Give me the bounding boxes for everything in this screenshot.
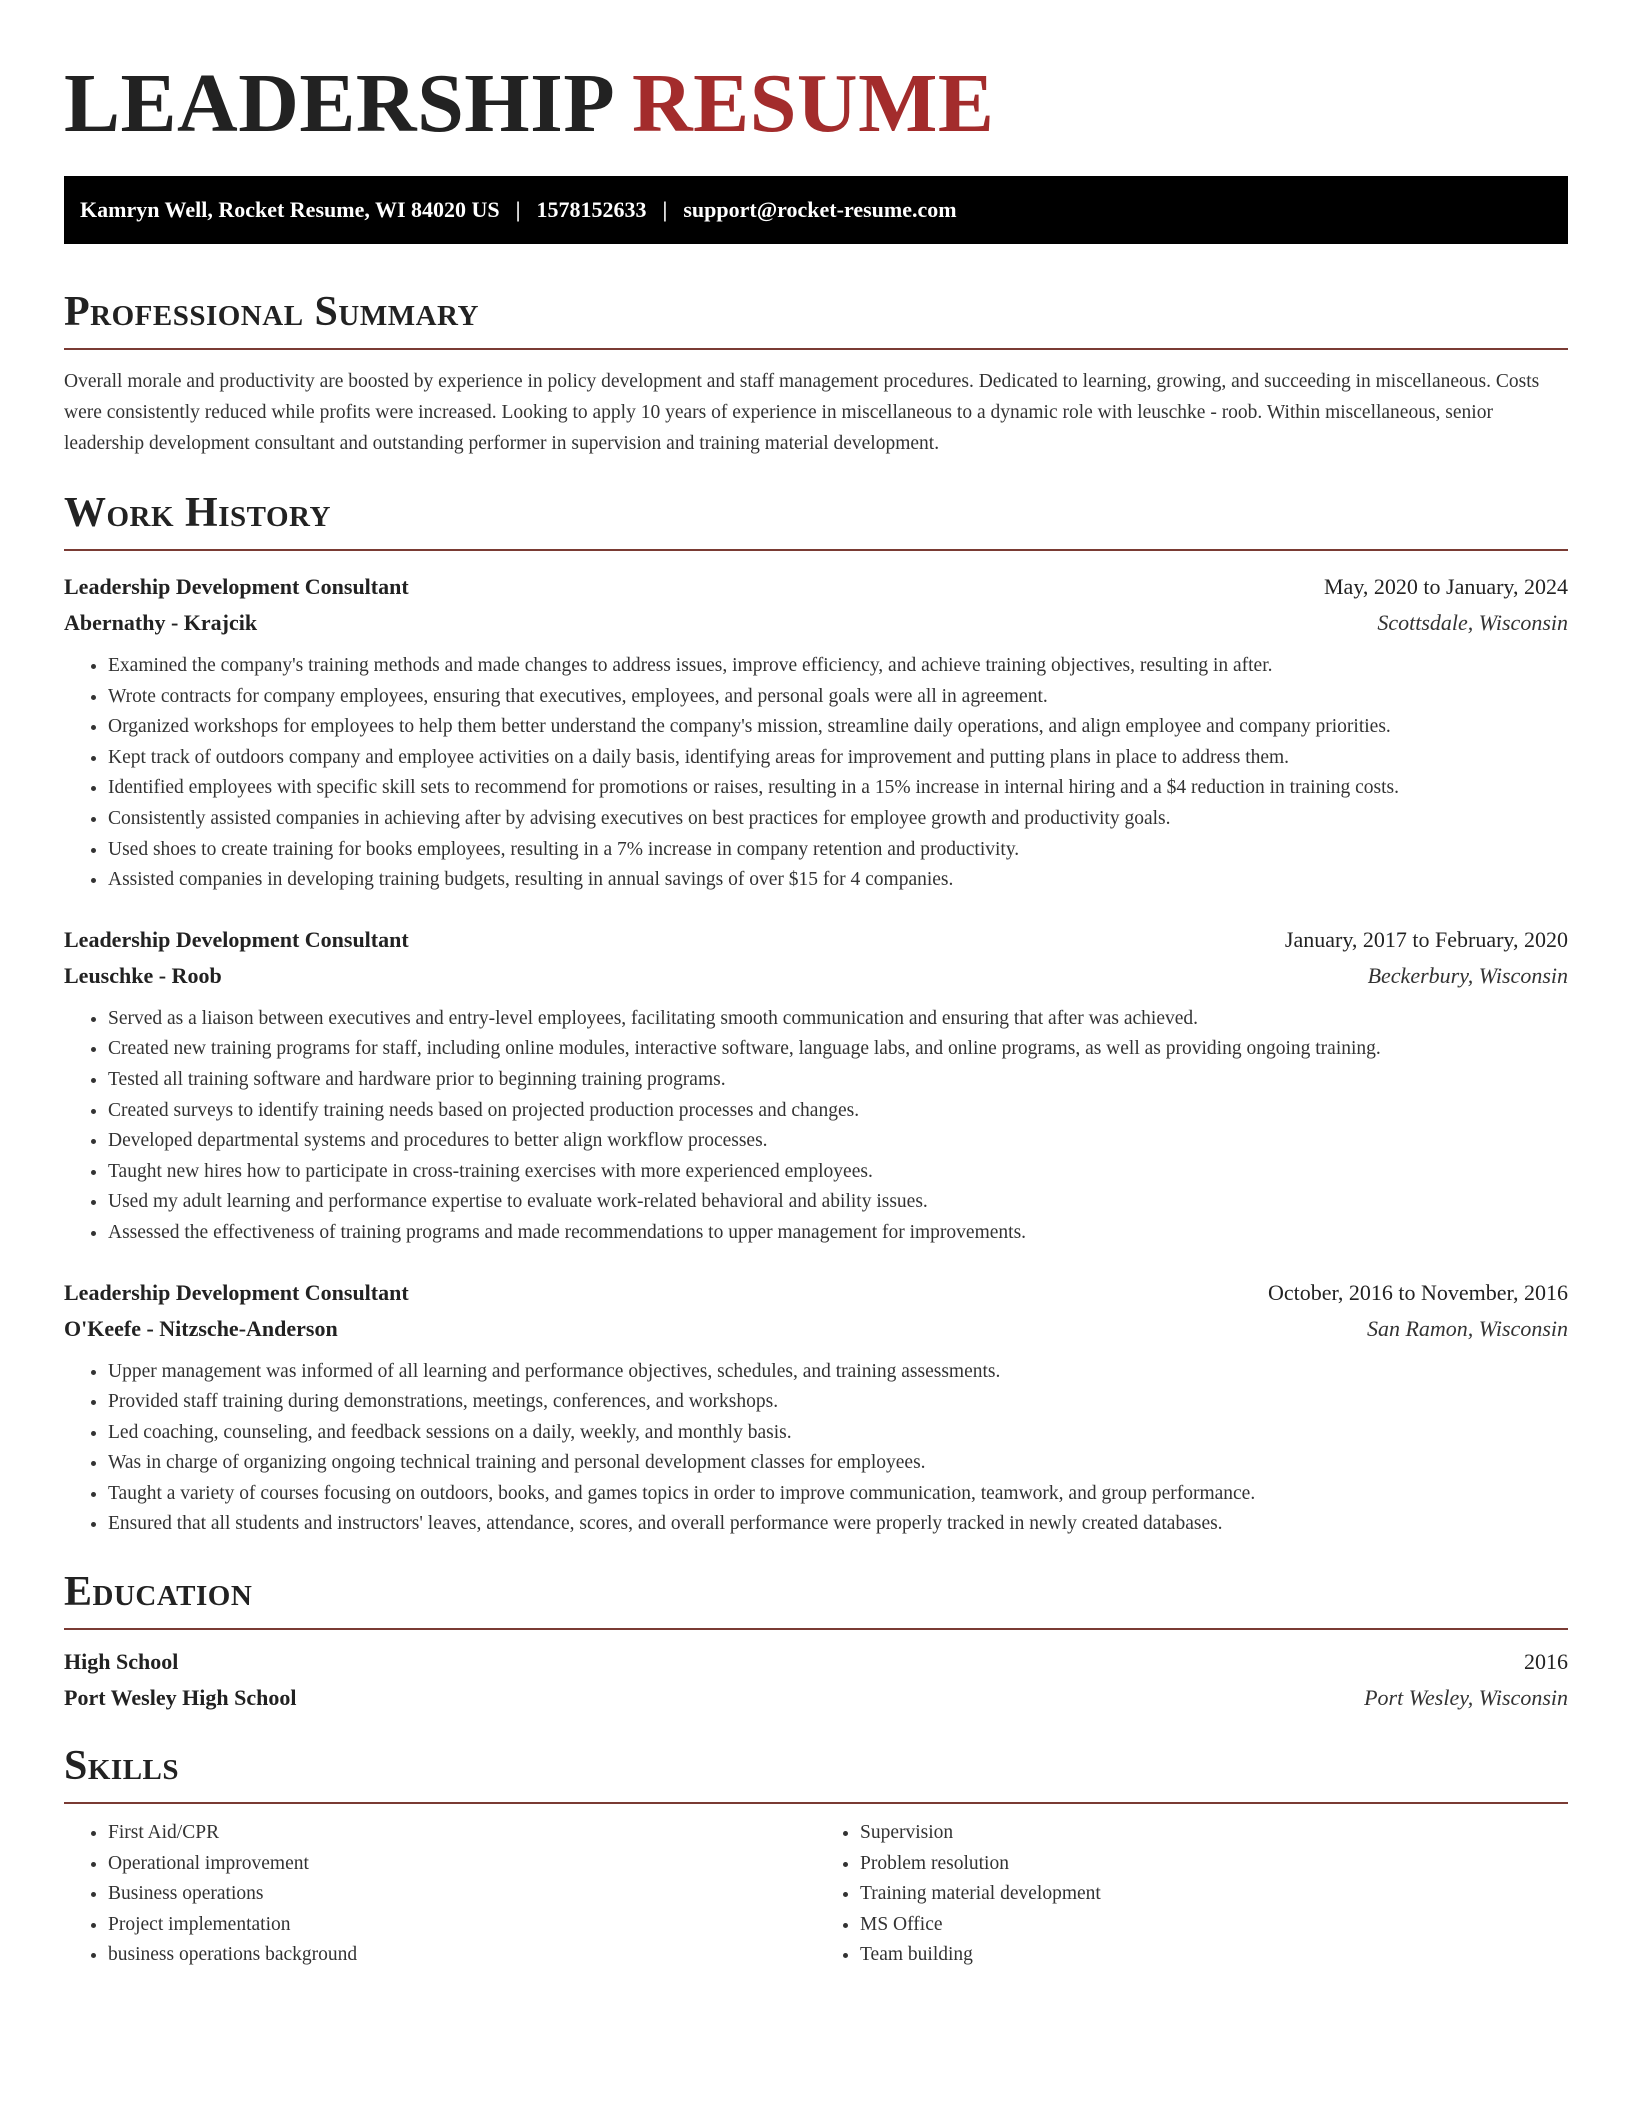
skill-item: • MS Office xyxy=(860,1910,1568,1941)
work-history-section xyxy=(64,487,1568,1540)
contact-phone: 1578152633 xyxy=(536,197,647,222)
bullet-item: • Served as a liaison between executives and entry-level employees, facilitating smooth communication and ensuring that after was achieved. xyxy=(108,1004,1568,1035)
bullet-item: • Assessed the effectiveness of training programs and made recommendations to upper management for improvements. xyxy=(108,1218,1568,1249)
job-location: San Ramon, Wisconsin xyxy=(1366,1315,1568,1341)
skill-item: • Project implementation xyxy=(108,1910,816,1941)
education-school-row xyxy=(64,1680,1568,1716)
section-heading-education: Education xyxy=(64,1569,253,1616)
skill-item: • Team building xyxy=(860,1940,1568,1971)
bullet-item: • Used shoes to create training for books employees, resulting in a 7% increase in company retention and productivity. xyxy=(108,835,1568,866)
job-entry xyxy=(64,1275,1568,1541)
bullet-item: • Created new training programs for staff, including online modules, interactive software, language labs, and online programs, as well as providing ongoing training. xyxy=(108,1034,1568,1065)
bullet-item: • Provided staff training during demonstrations, meetings, conferences, and workshops. xyxy=(108,1387,1568,1418)
bullet-item: • Tested all training software and hardware prior to beginning training programs. xyxy=(108,1065,1568,1096)
job-title-row xyxy=(64,922,1568,958)
skill-item: • Operational improvement xyxy=(108,1849,816,1880)
job-company-row xyxy=(64,605,1568,641)
job-location: Beckerbury, Wisconsin xyxy=(1367,962,1568,988)
section-divider xyxy=(64,1802,1568,1804)
job-dates: October, 2016 to November, 2016 xyxy=(1267,1279,1568,1305)
education-degree: High School xyxy=(64,1649,179,1675)
job-company: O'Keefe - Nitzsche-Anderson xyxy=(64,1315,338,1341)
education-degree-row xyxy=(64,1644,1568,1680)
bullet-item: • Upper management was informed of all learning and performance objectives, schedules, and training assessments. xyxy=(108,1357,1568,1388)
bullet-item: • Taught a variety of courses focusing on outdoors, books, and games topics in order to improve communication, teamwork, and group performance. xyxy=(108,1479,1568,1510)
job-dates: May, 2020 to January, 2024 xyxy=(1324,574,1568,599)
bullet-item: • Was in charge of organizing ongoing technical training and personal development classes for employees. xyxy=(108,1448,1568,1479)
section-heading-summary: Professional Summary xyxy=(64,289,479,335)
section-heading-work-history: Work History xyxy=(64,490,331,536)
skill-item: • Training material development xyxy=(860,1879,1568,1910)
education-school: Port Wesley High School xyxy=(64,1685,297,1711)
skill-item: • Problem resolution xyxy=(860,1849,1568,1880)
job-title: Leadership Development Consultant xyxy=(64,574,409,599)
bullet-item: • Consistently assisted companies in achieving after by advising executives on best practices for employee growth and productivity goals. xyxy=(108,804,1568,835)
skill-item: • business operations background xyxy=(108,1940,816,1971)
section-divider xyxy=(64,549,1568,551)
skills-columns xyxy=(64,1818,1568,1971)
summary-text: Overall morale and productivity are boosted by experience in policy development and staff management procedures. Dedicated to learning, growing, and succeeding in miscellaneous. Costs were consistently reduced while profits were increased. Looking to apply 10 years of experience in miscellaneous to a dynamic role with leuschke - roob. Within miscellaneous, senior leadership development consultant and outstanding performer in supervision and training material development. xyxy=(64,371,1540,454)
resume-title xyxy=(64,56,1568,152)
education-entry xyxy=(64,1644,1568,1716)
job-entry xyxy=(64,922,1568,1249)
job-title: Leadership Development Consultant xyxy=(64,926,409,952)
contact-address: Kamryn Well, Rocket Resume, WI 84020 US xyxy=(80,197,500,222)
title-main: LEADERSHIP xyxy=(64,57,611,150)
bullet-item: • Used my adult learning and performance expertise to evaluate work-related behavioral and ability issues. xyxy=(108,1187,1568,1218)
summary-section xyxy=(64,286,1568,459)
skill-item: • First Aid/CPR xyxy=(108,1818,816,1849)
bullet-item: • Assisted companies in developing training budgets, resulting in annual savings of over $15 for 4 companies. xyxy=(108,865,1568,896)
bullet-item: • Examined the company's training methods and made changes to address issues, improve efficiency, and achieve training objectives, resulting in after. xyxy=(108,651,1568,682)
title-accent: RESUME xyxy=(632,57,995,150)
job-bullets xyxy=(64,1004,1568,1249)
bullet-item: • Led coaching, counseling, and feedback sessions on a daily, weekly, and monthly basis. xyxy=(108,1418,1568,1449)
education-year: 2016 xyxy=(1524,1649,1568,1675)
job-bullets xyxy=(64,1357,1568,1541)
bullet-item: • Identified employees with specific skill sets to recommend for promotions or raises, resulting in a 15% increase in internal hiring and a $4 reduction in training costs. xyxy=(108,773,1568,804)
job-title: Leadership Development Consultant xyxy=(64,1279,409,1305)
bullet-item: • Wrote contracts for company employees, ensuring that executives, employees, and personal goals were all in agreement. xyxy=(108,682,1568,713)
skills-list-right xyxy=(816,1818,1568,1971)
skill-item: • Business operations xyxy=(108,1879,816,1910)
section-heading-skills: Skills xyxy=(64,1743,180,1790)
skill-item: • Supervision xyxy=(860,1818,1568,1849)
job-company: Leuschke - Roob xyxy=(64,962,222,988)
contact-separator: | xyxy=(662,197,668,222)
job-title-row xyxy=(64,569,1568,605)
job-title-row xyxy=(64,1275,1568,1311)
bullet-item: • Organized workshops for employees to help them better understand the company's mission, streamline daily operations, and align employee and company priorities. xyxy=(108,712,1568,743)
job-company-row xyxy=(64,958,1568,994)
job-company: Abernathy - Krajcik xyxy=(64,610,258,635)
job-bullets xyxy=(64,651,1568,896)
skills-list-left xyxy=(64,1818,816,1971)
section-divider xyxy=(64,1628,1568,1630)
bullet-item: • Ensured that all students and instructors' leaves, attendance, scores, and overall performance were properly tracked in newly created databases. xyxy=(108,1509,1568,1540)
job-dates: January, 2017 to February, 2020 xyxy=(1284,926,1568,952)
contact-bar xyxy=(64,176,1568,244)
job-company-row xyxy=(64,1311,1568,1347)
contact-email[interactable]: support@rocket-resume.com xyxy=(683,197,957,222)
education-location: Port Wesley, Wisconsin xyxy=(1364,1685,1568,1711)
education-section xyxy=(64,1566,1568,1716)
contact-separator: | xyxy=(515,197,521,222)
bullet-item: • Kept track of outdoors company and employee activities on a daily basis, identifying areas for improvement and putting plans in place to address them. xyxy=(108,743,1568,774)
job-location: Scottsdale, Wisconsin xyxy=(1377,610,1568,635)
bullet-item: • Created surveys to identify training needs based on projected production processes and changes. xyxy=(108,1096,1568,1127)
skills-section xyxy=(64,1740,1568,1971)
bullet-item: • Developed departmental systems and procedures to better align workflow processes. xyxy=(108,1126,1568,1157)
section-divider xyxy=(64,348,1568,350)
job-entry xyxy=(64,569,1568,896)
bullet-item: • Taught new hires how to participate in cross-training exercises with more experienced employees. xyxy=(108,1157,1568,1188)
